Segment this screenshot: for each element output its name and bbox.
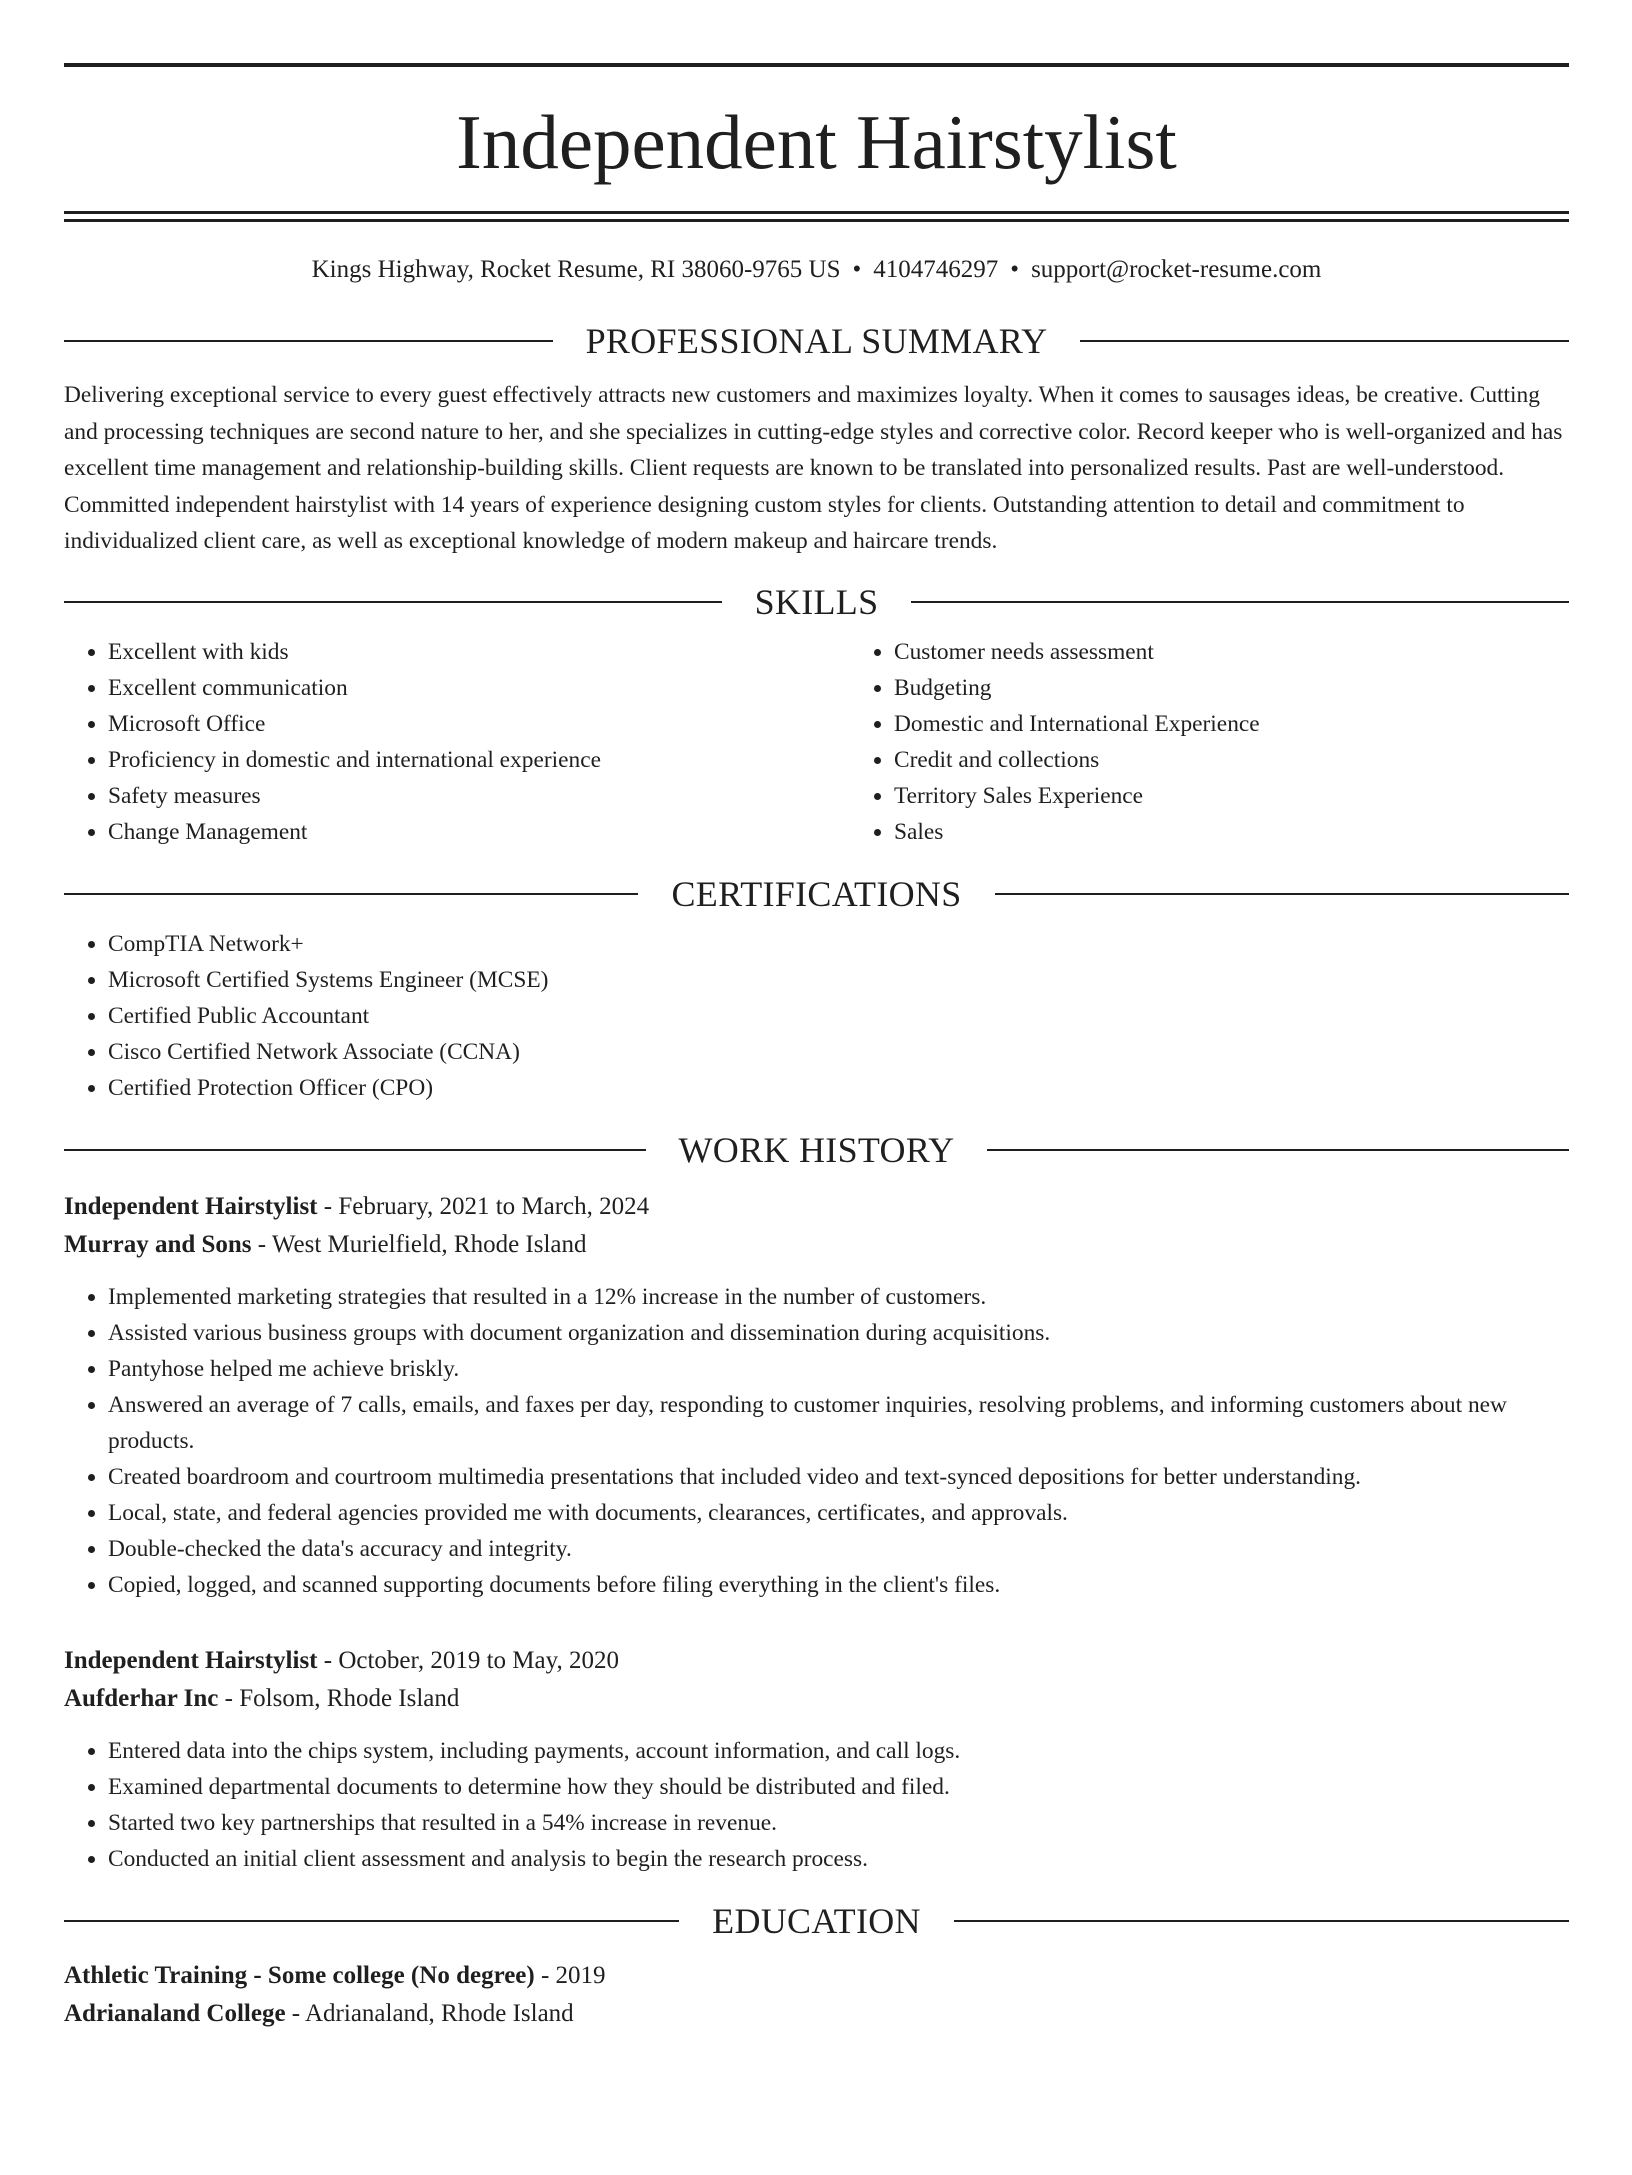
skill-item: • Excellent with kids [108,634,850,670]
skills-list-left [64,634,850,850]
job-entry [64,1188,1569,1603]
section-title: EDUCATION [712,1900,921,1941]
contact-line [64,253,1569,287]
job-company: Murray and Sons [64,1230,252,1258]
job-bullet: • Entered data into the chips system, including payments, account information, and call logs. [108,1733,1569,1769]
job-company-line [64,1680,1569,1718]
job-company-line [64,1226,1569,1264]
summary-text: Delivering exceptional service to every guest effectively attracts new customers and maximizes loyalty. When it comes to sausages ideas, be creative. Cutting and processing techniques are second nature to her, and she specializes in cutting-edge styles and corrective color. Record keeper who is well-organized and has excellent time management and relationship-building skills. Client requests are known to be translated into personalized results. Past are well-understood. Committed independent hairstylist with 14 years of experience designing custom styles for clients. Outstanding attention to detail and commitment to individualized client care, as well as exceptional knowledge of modern makeup and haircare trends. [64,382,1563,554]
skill-item: • Safety measures [108,778,850,814]
job-company: Aufderhar Inc [64,1684,219,1712]
skill-item: • Sales [894,814,1569,850]
heading-rule-left [64,601,722,603]
section-title: PROFESSIONAL SUMMARY [585,321,1048,361]
contact-separator: • [852,256,862,283]
heading-rule-right [911,601,1569,603]
section-title: CERTIFICATIONS [671,873,962,914]
section-heading-education [64,1899,1569,1943]
education-year: - 2019 [534,1961,606,1989]
job-bullet: • Double-checked the data's accuracy and integrity. [108,1531,1569,1567]
certification-item: • Cisco Certified Network Associate (CCNA) [108,1034,1569,1070]
skills-columns [64,634,1569,850]
education-degree: Athletic Training - Some college (No degree) [64,1961,535,1989]
job-title-line [64,1188,1569,1226]
job-bullet: • Copied, logged, and scanned supporting documents before filing everything in the client's files. [108,1567,1569,1603]
heading-rule-right [995,893,1569,895]
job-location: - Folsom, Rhode Island [218,1684,460,1712]
skill-item: • Change Management [108,814,850,850]
heading-rule-right [1080,340,1569,342]
certification-item: • Certified Protection Officer (CPO) [108,1070,1569,1106]
heading-rule-left [64,1920,679,1922]
certification-item: • Certified Public Accountant [108,998,1569,1034]
skill-item: • Proficiency in domestic and international experience [108,742,850,778]
heading-rule-left [64,340,553,342]
job-bullet: • Created boardroom and courtroom multimedia presentations that included video and text-synced depositions for better understanding. [108,1459,1569,1495]
job-bullet: • Implemented marketing strategies that resulted in a 12% increase in the number of customers. [108,1279,1569,1315]
job-title: Independent Hairstylist [64,1192,318,1220]
contact-phone: 4104746297 [873,256,999,283]
job-bullet: • Answered an average of 7 calls, emails, and faxes per day, responding to customer inquiries, resolving problems, and informing customers about new products. [108,1387,1569,1459]
education-school-line [64,1995,1569,2033]
education-entry [64,1957,1569,2033]
skill-item: • Excellent communication [108,670,850,706]
heading-rule-right [987,1149,1569,1151]
double-rule [64,211,1569,222]
job-bullet: • Local, state, and federal agencies provided me with documents, clearances, certificates, and approvals. [108,1495,1569,1531]
job-dates: - October, 2019 to May, 2020 [317,1646,620,1674]
job-entry [64,1642,1569,1877]
section-heading-skills [64,580,1569,624]
certification-item: • CompTIA Network+ [108,926,1569,962]
section-heading-work-history [64,1128,1569,1172]
candidate-name: Independent Hairstylist [456,99,1177,185]
skill-item: • Microsoft Office [108,706,850,742]
top-rule [64,63,1569,67]
skill-item: • Credit and collections [894,742,1569,778]
heading-rule-left [64,893,638,895]
job-location: - West Murielfield, Rhode Island [251,1230,587,1258]
job-title-line [64,1642,1569,1680]
job-bullet: • Pantyhose helped me achieve briskly. [108,1351,1569,1387]
section-title: WORK HISTORY [678,1129,955,1170]
certifications-list [64,926,1569,1106]
skills-list-right [850,634,1569,850]
resume-page [0,63,1632,2175]
skill-item: • Customer needs assessment [894,634,1569,670]
job-bullets [64,1733,1569,1877]
section-heading-summary [64,319,1569,363]
certification-item: • Microsoft Certified Systems Engineer (MCSE) [108,962,1569,998]
job-bullet: • Assisted various business groups with document organization and dissemination during acquisitions. [108,1315,1569,1351]
job-bullet: • Started two key partnerships that resulted in a 54% increase in revenue. [108,1805,1569,1841]
skill-item: • Budgeting [894,670,1569,706]
education-school: Adrianaland College [64,1999,286,2027]
skill-item: • Territory Sales Experience [894,778,1569,814]
job-dates: - February, 2021 to March, 2024 [317,1192,650,1220]
heading-rule-right [954,1920,1569,1922]
education-degree-line [64,1957,1569,1995]
job-bullets [64,1279,1569,1603]
contact-email: support@rocket-resume.com [1031,256,1322,283]
section-heading-certifications [64,872,1569,916]
job-title: Independent Hairstylist [64,1646,318,1674]
section-title: SKILLS [754,581,879,622]
job-bullet: • Conducted an initial client assessment and analysis to begin the research process. [108,1841,1569,1877]
education-location: - Adrianaland, Rhode Island [285,1999,574,2027]
contact-address: Kings Highway, Rocket Resume, RI 38060-9765 US [311,256,841,283]
contact-separator: • [1010,256,1020,283]
skill-item: • Domestic and International Experience [894,706,1569,742]
heading-rule-left [64,1149,646,1151]
job-bullet: • Examined departmental documents to determine how they should be distributed and filed. [108,1769,1569,1805]
